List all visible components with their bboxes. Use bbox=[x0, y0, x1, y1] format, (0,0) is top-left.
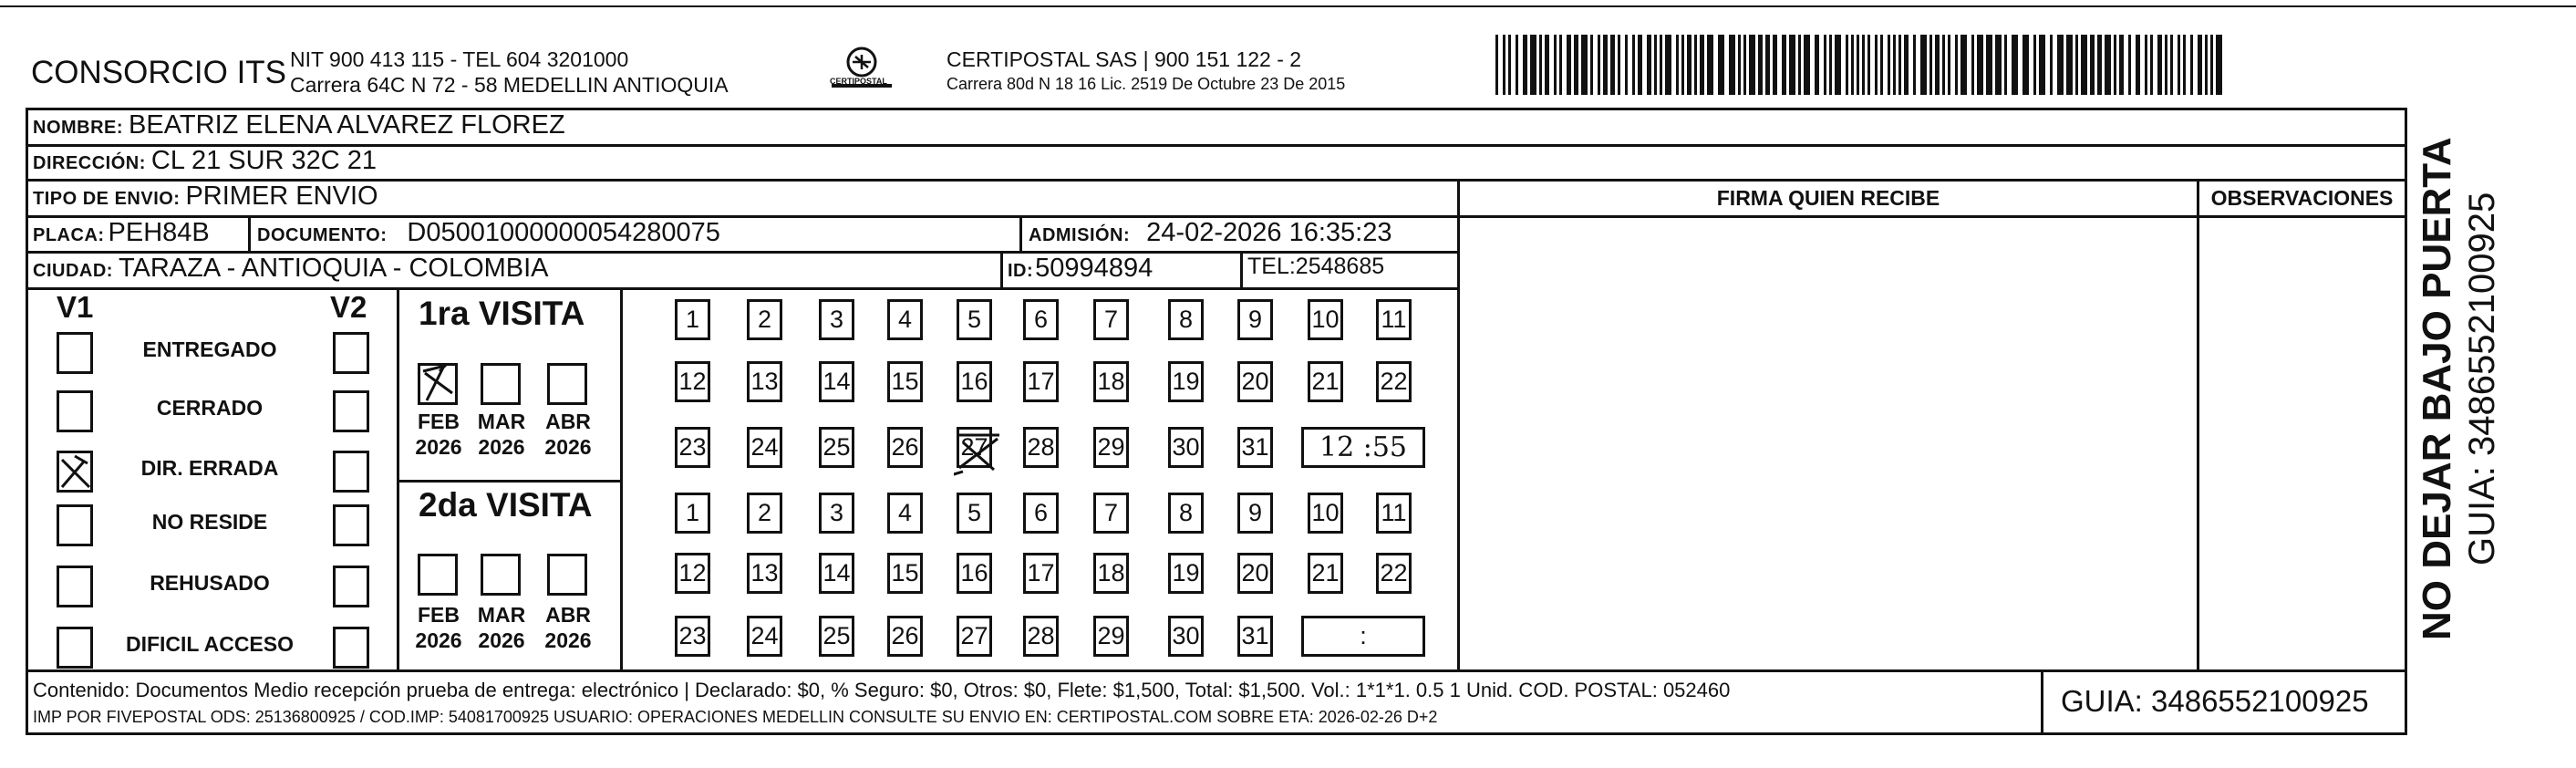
day-checkbox[interactable] bbox=[1023, 361, 1059, 402]
month-year: 2026 bbox=[544, 628, 592, 652]
v2-checkbox[interactable] bbox=[333, 451, 369, 493]
visit2-title: 2da VISITA bbox=[419, 486, 593, 524]
col-line bbox=[2041, 669, 2043, 732]
company-line-2: Carrera 64C N 72 - 58 MEDELLIN ANTIOQUIA bbox=[290, 73, 729, 97]
v1-checkbox[interactable] bbox=[57, 566, 93, 607]
day-checkbox[interactable] bbox=[887, 616, 923, 657]
placa-label: PLACA: bbox=[33, 225, 105, 245]
day-checkbox[interactable] bbox=[819, 493, 854, 534]
carrier-line-2: Carrera 80d N 18 16 Lic. 2519 De Octubre 23 De 2015 bbox=[947, 75, 1346, 93]
day-checkbox[interactable] bbox=[1308, 553, 1343, 594]
tipo-label: TIPO DE ENVIO: bbox=[33, 189, 181, 209]
day-checkbox[interactable] bbox=[1023, 553, 1059, 594]
day-number: 8 bbox=[1178, 306, 1194, 333]
day-checkbox[interactable] bbox=[1168, 616, 1204, 657]
placa-value: PEH84B bbox=[108, 218, 210, 247]
day-checkbox[interactable] bbox=[819, 616, 854, 657]
v2-checkbox[interactable] bbox=[333, 627, 369, 669]
form-right-line bbox=[2405, 108, 2407, 735]
col-line bbox=[248, 215, 251, 251]
day-number: 2 bbox=[757, 306, 772, 333]
direccion-label: DIRECCIÓN: bbox=[33, 153, 146, 173]
col-line bbox=[1019, 215, 1022, 251]
day-number: 28 bbox=[1027, 622, 1055, 649]
day-number: 10 bbox=[1311, 306, 1340, 333]
day-checkbox[interactable] bbox=[819, 299, 854, 340]
month-label: FEB bbox=[418, 410, 460, 433]
day-number: 23 bbox=[678, 622, 707, 649]
day-number: 18 bbox=[1097, 559, 1125, 586]
ciudad-row bbox=[33, 254, 549, 284]
day-checkbox[interactable] bbox=[1023, 616, 1059, 657]
documento-value: D05001000000054280075 bbox=[407, 218, 720, 247]
month-label: ABR bbox=[545, 603, 591, 627]
day-checkbox[interactable] bbox=[675, 299, 710, 340]
admision-row bbox=[1029, 218, 1391, 248]
col-line bbox=[1240, 251, 1243, 287]
ciudad-label: CIUDAD: bbox=[33, 261, 113, 281]
day-number: 30 bbox=[1172, 433, 1200, 461]
day-number: 20 bbox=[1241, 559, 1269, 586]
carrier-line-1: CERTIPOSTAL SAS | 900 151 122 - 2 bbox=[947, 47, 1302, 71]
day-number: 8 bbox=[1178, 499, 1194, 526]
day-number: 24 bbox=[750, 622, 779, 649]
col-line bbox=[397, 287, 399, 669]
day-number: 21 bbox=[1311, 559, 1340, 586]
day-number: 1 bbox=[685, 306, 700, 333]
observaciones-header: OBSERVACIONES bbox=[2210, 186, 2394, 210]
day-number: 24 bbox=[750, 433, 779, 461]
placa-row bbox=[33, 218, 210, 248]
day-checkbox[interactable] bbox=[1376, 299, 1412, 340]
day-number: 19 bbox=[1172, 368, 1200, 395]
day-number: 4 bbox=[897, 499, 913, 526]
barcode bbox=[1495, 35, 2225, 95]
row-line bbox=[26, 144, 2407, 147]
day-checkbox[interactable] bbox=[819, 553, 854, 594]
day-checkbox[interactable] bbox=[1308, 299, 1343, 340]
day-number: 17 bbox=[1027, 368, 1055, 395]
day-number: 29 bbox=[1097, 433, 1125, 461]
check-mark-icon bbox=[416, 360, 461, 408]
day-number: 25 bbox=[822, 622, 851, 649]
ciudad-value: TARAZA - ANTIOQUIA - COLOMBIA bbox=[118, 254, 549, 283]
month-label: MAR bbox=[477, 603, 526, 627]
day-checkbox[interactable] bbox=[887, 299, 923, 340]
month-label: MAR bbox=[477, 410, 526, 433]
day-number: 11 bbox=[1381, 499, 1407, 526]
top-cut-line bbox=[0, 5, 2576, 7]
v1-label: V1 bbox=[57, 290, 94, 324]
day-checkbox[interactable] bbox=[1023, 299, 1059, 340]
status-label: CERRADO bbox=[156, 396, 264, 420]
tipo-row bbox=[33, 182, 378, 212]
month-checkbox[interactable] bbox=[481, 554, 521, 596]
v1-checkbox[interactable] bbox=[57, 390, 93, 432]
day-number: 10 bbox=[1311, 499, 1340, 526]
footer-line-1: Contenido: Documentos Medio recepción prueba de entrega: electrónico | Declarado: $0, % Seguro: $0, Otros: $0, Flete: $1,500, Total: $1,500. Vol.: 1*1*1. 0.5 1 Unid. COD. POSTAL: 052460 bbox=[33, 679, 1731, 701]
day-checkbox[interactable] bbox=[1023, 493, 1059, 534]
day-checkbox[interactable] bbox=[1376, 553, 1412, 594]
col-line bbox=[2197, 179, 2199, 669]
day-checkbox[interactable] bbox=[747, 361, 782, 402]
side-warning: NO DEJAR BAJO PUERTA bbox=[2415, 137, 2459, 640]
admision-value: 24-02-2026 16:35:23 bbox=[1146, 218, 1392, 247]
day-number: 4 bbox=[897, 306, 913, 333]
row-line bbox=[26, 179, 2407, 182]
day-checkbox[interactable] bbox=[819, 361, 854, 402]
status-label: NO RESIDE bbox=[151, 510, 268, 534]
day-checkbox[interactable] bbox=[675, 616, 710, 657]
side-guia: GUIA: 3486552100925 bbox=[2462, 192, 2502, 566]
month-checkbox[interactable] bbox=[547, 554, 587, 596]
day-number: 26 bbox=[891, 622, 919, 649]
day-number: 16 bbox=[960, 368, 988, 395]
day-number: 11 bbox=[1381, 306, 1407, 333]
status-label: ENTREGADO bbox=[142, 337, 277, 361]
day-checkbox[interactable] bbox=[957, 493, 992, 534]
day-number: 6 bbox=[1033, 499, 1049, 526]
time-value: : bbox=[1360, 622, 1367, 649]
day-number: 17 bbox=[1027, 559, 1055, 586]
day-number: 22 bbox=[1380, 368, 1408, 395]
documento-label: DOCUMENTO: bbox=[257, 225, 388, 245]
visit1-title: 1ra VISITA bbox=[419, 295, 585, 332]
day-number: 29 bbox=[1097, 622, 1125, 649]
day-number: 31 bbox=[1241, 622, 1269, 649]
month-checkbox[interactable] bbox=[547, 363, 587, 405]
day-number: 15 bbox=[891, 559, 919, 586]
time-field[interactable] bbox=[1301, 616, 1425, 657]
day-number: 13 bbox=[750, 368, 779, 395]
nombre-row bbox=[33, 110, 565, 140]
day-checkbox[interactable] bbox=[887, 493, 923, 534]
cross-mark-icon bbox=[954, 426, 1009, 489]
day-number: 13 bbox=[750, 559, 779, 586]
day-number: 12 bbox=[678, 559, 707, 586]
day-checkbox[interactable] bbox=[1093, 616, 1129, 657]
day-checkbox[interactable] bbox=[887, 553, 923, 594]
month-year: 2026 bbox=[478, 435, 525, 459]
day-number: 14 bbox=[822, 559, 851, 586]
v2-checkbox[interactable] bbox=[333, 390, 369, 432]
time-value: 12 :55 bbox=[1319, 431, 1407, 463]
col-line bbox=[1000, 251, 1003, 287]
id-label: ID: bbox=[1008, 261, 1034, 281]
day-checkbox[interactable] bbox=[1168, 361, 1204, 402]
col-line bbox=[620, 287, 623, 669]
day-number: 27 bbox=[960, 433, 988, 461]
day-number: 26 bbox=[891, 433, 919, 461]
day-number: 27 bbox=[960, 622, 988, 649]
month-year: 2026 bbox=[415, 435, 462, 459]
certipostal-logo bbox=[821, 44, 903, 97]
direccion-row bbox=[33, 146, 377, 176]
day-number: 9 bbox=[1247, 499, 1263, 526]
day-number: 19 bbox=[1172, 559, 1200, 586]
day-checkbox[interactable] bbox=[1237, 493, 1273, 534]
day-number: 7 bbox=[1103, 306, 1119, 333]
day-number: 6 bbox=[1033, 306, 1049, 333]
day-checkbox[interactable] bbox=[1093, 299, 1129, 340]
day-checkbox[interactable] bbox=[1093, 493, 1129, 534]
day-checkbox[interactable] bbox=[1168, 493, 1204, 534]
day-checkbox[interactable] bbox=[747, 553, 782, 594]
month-year: 2026 bbox=[415, 628, 462, 652]
day-checkbox[interactable] bbox=[1308, 361, 1343, 402]
day-checkbox[interactable] bbox=[675, 361, 710, 402]
day-checkbox[interactable] bbox=[1237, 616, 1273, 657]
v2-checkbox[interactable] bbox=[333, 504, 369, 546]
direccion-value: CL 21 SUR 32C 21 bbox=[150, 146, 378, 175]
check-mark-icon bbox=[57, 451, 93, 493]
v2-checkbox[interactable] bbox=[333, 566, 369, 607]
admision-label: ADMISIÓN: bbox=[1029, 225, 1131, 245]
day-number: 16 bbox=[960, 559, 988, 586]
tipo-value: PRIMER ENVIO bbox=[185, 182, 378, 211]
v1-checkbox[interactable] bbox=[57, 451, 93, 493]
day-checkbox[interactable] bbox=[957, 553, 992, 594]
day-number: 5 bbox=[967, 306, 982, 333]
day-number: 18 bbox=[1097, 368, 1125, 395]
nombre-label: NOMBRE: bbox=[33, 118, 124, 138]
status-label: DIFICIL ACCESO bbox=[125, 632, 294, 656]
day-checkbox[interactable] bbox=[1376, 493, 1412, 534]
status-label: DIR. ERRADA bbox=[140, 456, 279, 480]
day-checkbox[interactable] bbox=[747, 427, 782, 468]
day-checkbox[interactable] bbox=[747, 299, 782, 340]
nombre-value: BEATRIZ ELENA ALVAREZ FLOREZ bbox=[129, 110, 565, 140]
day-checkbox[interactable] bbox=[819, 427, 854, 468]
month-label: ABR bbox=[545, 410, 591, 433]
day-number: 31 bbox=[1241, 433, 1269, 461]
day-number: 2 bbox=[757, 499, 772, 526]
form-left-line bbox=[26, 108, 28, 735]
day-checkbox[interactable] bbox=[1093, 427, 1129, 468]
day-number: 14 bbox=[822, 368, 851, 395]
day-number: 3 bbox=[829, 499, 844, 526]
day-number: 22 bbox=[1380, 559, 1408, 586]
day-checkbox[interactable] bbox=[1237, 553, 1273, 594]
logo-text: CERTIPOSTAL bbox=[830, 77, 887, 86]
day-checkbox[interactable] bbox=[1168, 553, 1204, 594]
tel-label: TEL: bbox=[1247, 254, 1296, 279]
month-year: 2026 bbox=[478, 628, 525, 652]
day-checkbox[interactable] bbox=[887, 361, 923, 402]
month-label: FEB bbox=[418, 603, 460, 627]
day-checkbox[interactable] bbox=[1168, 427, 1204, 468]
month-checkbox[interactable] bbox=[418, 554, 458, 596]
month-checkbox[interactable] bbox=[418, 363, 458, 405]
day-number: 7 bbox=[1103, 499, 1119, 526]
day-checkbox[interactable] bbox=[887, 427, 923, 468]
row-line bbox=[26, 287, 1460, 290]
footer-line-2: IMP POR FIVEPOSTAL ODS: 25136800925 / COD.IMP: 54081700925 USUARIO: OPERACIONES MEDELLIN CONSULTE SU ENVIO EN: CERTIPOSTAL.COM SOBRE ETA: 2026-02-26 D+2 bbox=[33, 708, 1438, 726]
status-label: REHUSADO bbox=[150, 571, 270, 595]
day-number: 25 bbox=[822, 433, 851, 461]
day-checkbox[interactable] bbox=[747, 493, 782, 534]
firma-header: FIRMA QUIEN RECIBE bbox=[1716, 186, 1940, 210]
tel-value: 2548685 bbox=[1295, 254, 1385, 279]
day-checkbox[interactable] bbox=[1093, 361, 1129, 402]
id-row bbox=[1008, 254, 1153, 284]
day-checkbox[interactable] bbox=[1237, 427, 1273, 468]
form-bottom-line bbox=[26, 732, 2407, 735]
day-number: 30 bbox=[1172, 622, 1200, 649]
day-number: 28 bbox=[1027, 433, 1055, 461]
day-number: 9 bbox=[1247, 306, 1263, 333]
v2-checkbox[interactable] bbox=[333, 332, 369, 374]
day-checkbox[interactable] bbox=[957, 427, 992, 468]
month-checkbox[interactable] bbox=[481, 363, 521, 405]
day-checkbox[interactable] bbox=[1168, 299, 1204, 340]
day-checkbox[interactable] bbox=[675, 493, 710, 534]
day-checkbox[interactable] bbox=[675, 553, 710, 594]
day-number: 20 bbox=[1241, 368, 1269, 395]
tel-row bbox=[1247, 254, 1384, 280]
time-field[interactable] bbox=[1301, 427, 1425, 468]
day-number: 12 bbox=[678, 368, 707, 395]
v1-checkbox[interactable] bbox=[57, 332, 93, 374]
day-checkbox[interactable] bbox=[957, 299, 992, 340]
day-number: 3 bbox=[829, 306, 844, 333]
row-line bbox=[26, 669, 2407, 672]
day-checkbox[interactable] bbox=[957, 616, 992, 657]
row-line bbox=[397, 480, 620, 483]
day-number: 1 bbox=[685, 499, 700, 526]
documento-row bbox=[257, 218, 720, 248]
row-line bbox=[2199, 179, 2407, 182]
month-year: 2026 bbox=[544, 435, 592, 459]
v1-checkbox[interactable] bbox=[57, 627, 93, 669]
day-number: 21 bbox=[1311, 368, 1340, 395]
company-line-1: NIT 900 413 115 - TEL 604 3201000 bbox=[290, 47, 629, 71]
day-checkbox[interactable] bbox=[1237, 299, 1273, 340]
day-checkbox[interactable] bbox=[957, 361, 992, 402]
company-name: CONSORCIO ITS bbox=[31, 55, 287, 90]
id-value: 50994894 bbox=[1035, 254, 1154, 283]
day-number: 23 bbox=[678, 433, 707, 461]
day-checkbox[interactable] bbox=[1093, 553, 1129, 594]
day-checkbox[interactable] bbox=[1023, 427, 1059, 468]
v1-checkbox[interactable] bbox=[57, 504, 93, 546]
day-number: 15 bbox=[891, 368, 919, 395]
day-checkbox[interactable] bbox=[747, 616, 782, 657]
footer-guia: GUIA: 3486552100925 bbox=[2061, 684, 2369, 718]
col-line bbox=[1457, 179, 1460, 669]
day-number: 5 bbox=[967, 499, 982, 526]
day-checkbox[interactable] bbox=[1237, 361, 1273, 402]
day-checkbox[interactable] bbox=[1308, 493, 1343, 534]
day-checkbox[interactable] bbox=[675, 427, 710, 468]
day-checkbox[interactable] bbox=[1376, 361, 1412, 402]
v2-label: V2 bbox=[330, 290, 367, 324]
